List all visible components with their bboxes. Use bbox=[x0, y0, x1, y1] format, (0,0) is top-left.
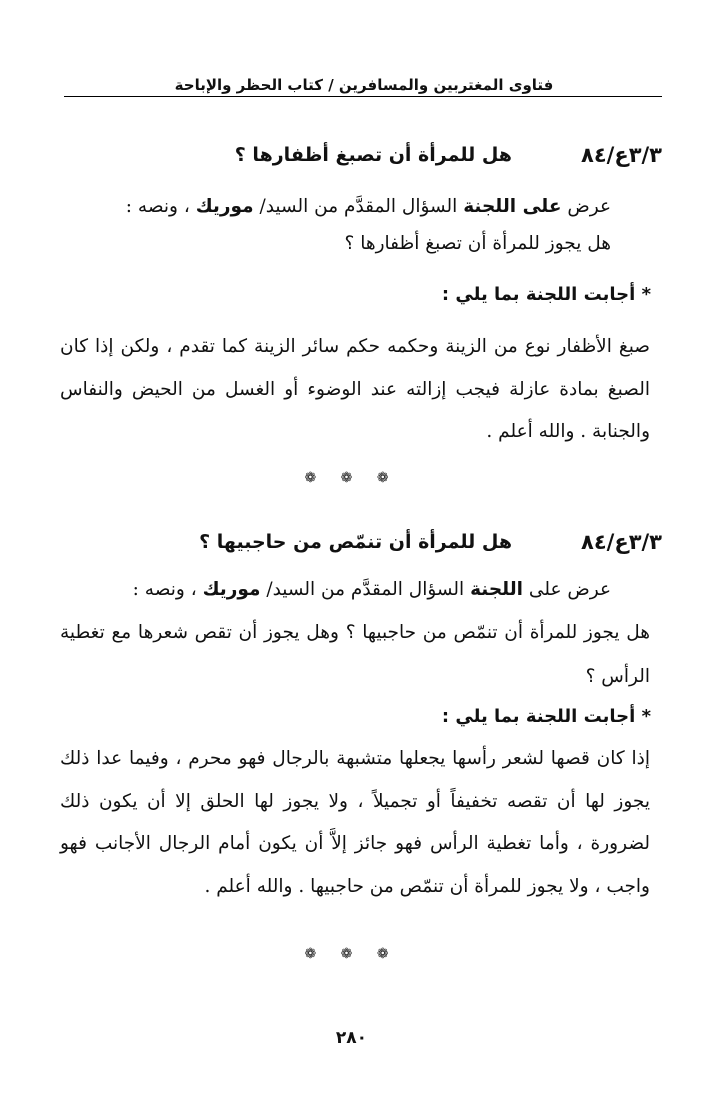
running-header-title: فتاوى المغتربين والمسافرين / كتاب الحظر والإباحة bbox=[174, 76, 554, 94]
section-separator-2: ❁ ❁ ❁ bbox=[304, 946, 399, 962]
fatwa-1-requester: موريك bbox=[195, 196, 254, 217]
fatwa-1-answer: صبغ الأظفار نوع من الزينة وحكمه حكم سائر الزينة كما تقدم ، ولكن إذا كان الصبغ بمادة عازلة فيجب إزالته عند الوضوء أو الغسل من الحيض والنفاس والجنابة . والله أعلم . bbox=[60, 336, 650, 442]
fatwa-2-number: ٣/٣ع/٨٤ bbox=[581, 530, 662, 554]
fatwa-1-intro: عرض على اللجنة السؤال المقدَّم من السيد/ موريك ، ونصه : bbox=[125, 196, 611, 217]
fatwa-2-answer-heading: * أجابت اللجنة بما يلي : bbox=[441, 706, 651, 727]
fatwa-2-answer: إذا كان قصها لشعر رأسها يجعلها متشبهة بالرجال فهو محرم ، وفيما عدا ذلك يجوز لها أن تقصه تخفيفاً أو تجميلاً ، ولا يجوز لها الحلق إلا أن يكون ذلك لضرورة ، وأما تغطية الرأس فهو جائز إلاَّ أن يكون أمام الرجال الأجانب فهو واجب ، ولا يجوز للمرأة أن تنمّص من حاجبيها . والله أعلم . bbox=[60, 748, 650, 897]
fatwa-1-committee: على اللجنة bbox=[463, 196, 562, 217]
fatwa-2-committee: اللجنة bbox=[470, 579, 524, 600]
fatwa-2-heading bbox=[60, 527, 662, 557]
page-number: ٢٨٠ bbox=[335, 1028, 368, 1048]
fatwa-1-title: هل للمرأة أن تصبغ أظفارها ؟ bbox=[234, 144, 512, 166]
fatwa-2-title: هل للمرأة أن تنمّص من حاجبيها ؟ bbox=[199, 531, 512, 553]
fatwa-2-intro: عرض على اللجنة السؤال المقدَّم من السيد/ موريك ، ونصه : bbox=[132, 579, 611, 600]
header-rule bbox=[64, 96, 662, 97]
fatwa-2-question: هل يجوز للمرأة أن تنمّص من حاجبيها ؟ وهل يجوز أن تقص شعرها مع تغطية الرأس ؟ bbox=[60, 622, 650, 687]
fatwa-2-requester: موريك bbox=[202, 579, 261, 600]
section-separator-1: ❁ ❁ ❁ bbox=[304, 470, 399, 486]
fatwa-1-question: هل يجوز للمرأة أن تصبغ أظفارها ؟ bbox=[344, 233, 611, 254]
fatwa-1-heading bbox=[60, 140, 662, 170]
fatwa-1-answer-heading: * أجابت اللجنة بما يلي : bbox=[441, 284, 651, 305]
fatwa-1-number: ٣/٣ع/٨٤ bbox=[581, 143, 662, 167]
running-header bbox=[64, 74, 664, 96]
